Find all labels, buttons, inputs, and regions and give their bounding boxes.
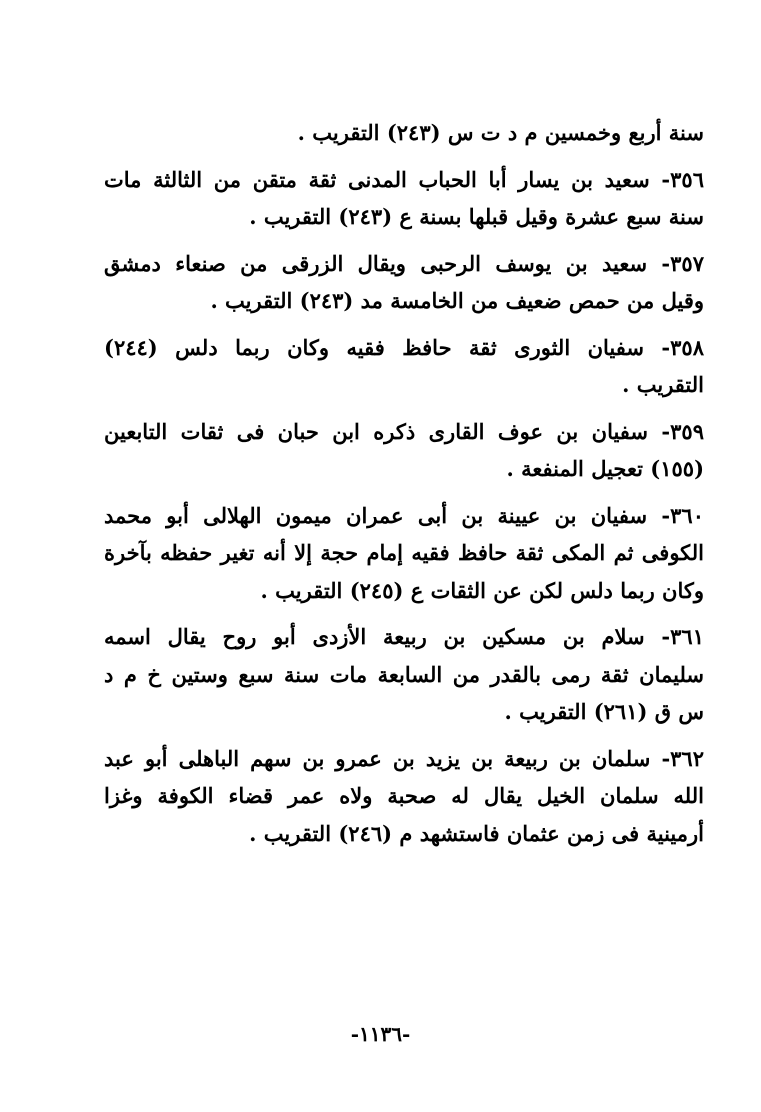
entry-line: ٣٥٩- سفيان بن عوف القارى ذكره ابن حبان فى ثقات التابعين — [104, 418, 704, 444]
entry-line: الله سلمان الخيل يقال له صحبة ولاه عمر قضاء الكوفة وغزا — [104, 783, 704, 808]
entry-line: (١٥٥) تعجيل المنفعة . — [506, 456, 704, 481]
entry-line: التقريب . — [622, 372, 704, 397]
entry-line: الكوفى ثم المكى ثقة حافظ فقيه إمام حجة إلا أنه تغير حفظه بآخرة — [104, 540, 704, 565]
page-number: -١١٣٦- — [350, 1022, 411, 1046]
entry-line: ٣٦٢- سلمان بن ربيعة بن يزيد بن عمرو بن سهم الباهلى أبو عبد — [104, 745, 704, 771]
entry-361 — [104, 618, 704, 731]
entry-line: وكان ربما دلس لكن عن الثقات ع (٢٤٥) التقريب . — [260, 577, 704, 603]
entry-line: سنة أربع وخمسين م د ت س (٢٤٣) التقريب . — [297, 120, 704, 145]
entry-357 — [104, 245, 704, 320]
entry-360 — [104, 497, 704, 610]
entry-358 — [104, 329, 704, 404]
entry-line: ٣٥٦- سعيد بن يسار أبا الحباب المدنى ثقة متقن من الثالثة مات — [104, 166, 704, 192]
page-body — [104, 114, 704, 861]
entry-line: ٣٥٧- سعيد بن يوسف الرحبى ويقال الزرقى من صنعاء دمشق — [104, 250, 704, 276]
entry-line: سنة سبع عشرة وقيل قبلها بسنة ع (٢٤٣) التقريب . — [249, 204, 704, 229]
entry-line: ٣٥٨- سفيان الثورى ثقة حافظ فقيه وكان ربما دلس (٢٤٤) — [104, 334, 704, 360]
entry-line: سليمان ثقة رمى بالقدر من السابعة مات سنة سبع وستين خ م د — [104, 661, 704, 687]
entry-line: وقيل من حمص ضعيف من الخامسة مد (٢٤٣) التقريب . — [210, 288, 704, 313]
entry-line: ٣٦١- سلام بن مسكين بن ربيعة الأزدى أبو روح يقال اسمه — [104, 624, 704, 649]
entry-line: ٣٦٠- سفيان بن عيينة بن أبى عمران ميمون الهلالى أبو محمد — [104, 502, 704, 528]
entry-line: س ق (٢٦١) التقريب . — [504, 699, 704, 724]
entry-362 — [104, 740, 704, 853]
entry-continuation — [104, 114, 704, 152]
entry-356 — [104, 161, 704, 236]
entry-359 — [104, 413, 704, 488]
entry-line: أرمينية فى زمن عثمان فاستشهد م (٢٤٦) التقريب . — [249, 820, 704, 846]
